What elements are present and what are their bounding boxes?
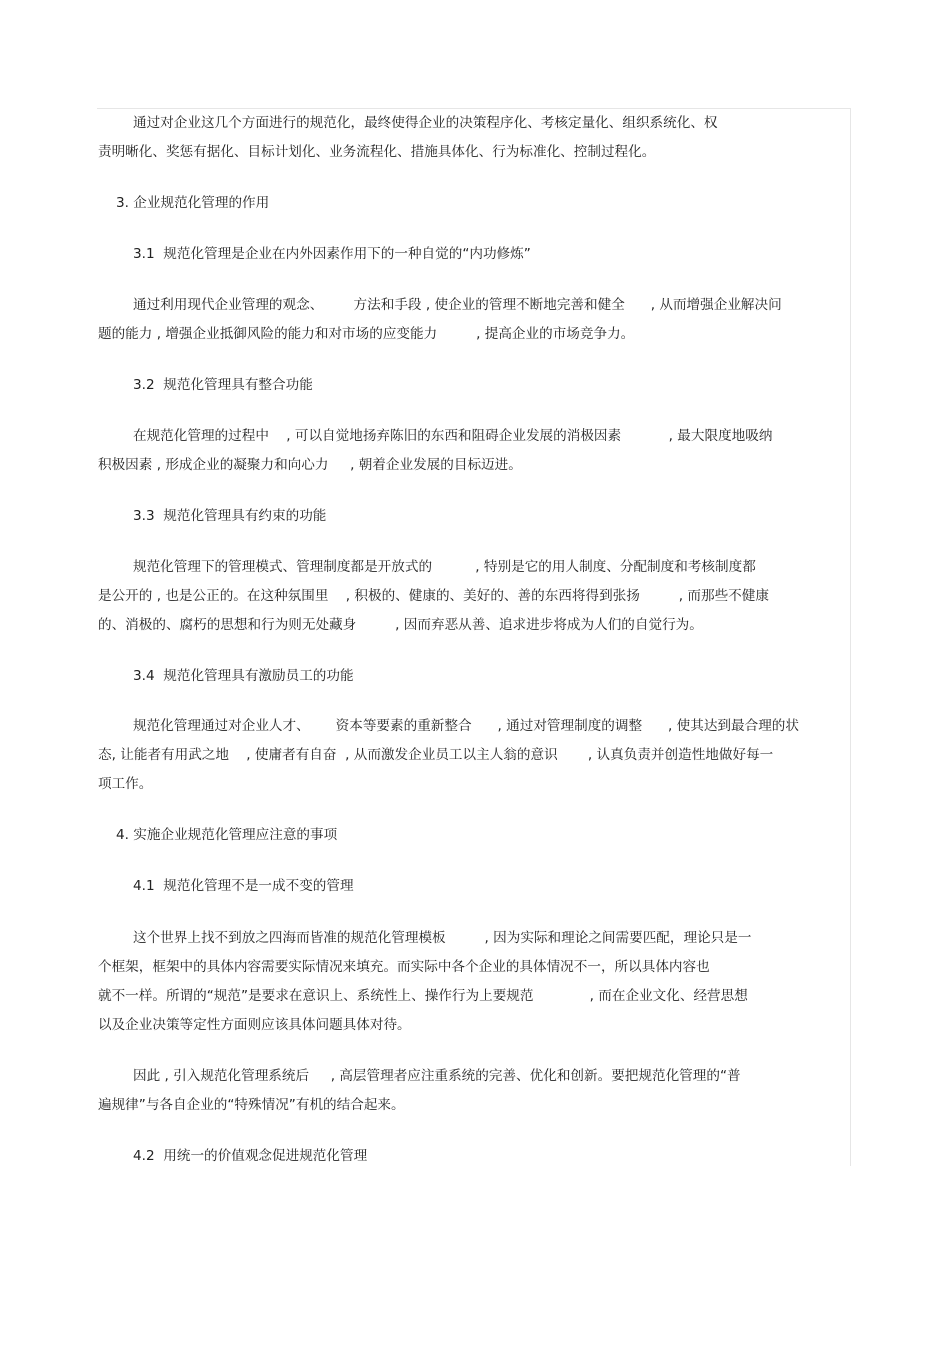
paragraph-line: 责明晰化、奖惩有据化、目标计划化、业务流程化、措施具体化、行为标准化、控制过程化。 [98,144,656,160]
paragraph-line: 遍规律”与各自企业的“特殊情况”有机的结合起来。 [98,1097,405,1113]
paragraph-line: 在规范化管理的过程中 , 可以自觉地扬弃陈旧的东西和阻碍企业发展的消极因素 , 最大限度地吸纳 [133,428,773,444]
content-frame [97,108,851,1166]
subsection-heading: 3.3 规范化管理具有约束的功能 [133,508,327,524]
paragraph-line: 规范化管理下的管理模式、管理制度都是开放式的 , 特别是它的用人制度、分配制度和考核制度都 [133,559,756,575]
subsection-heading: 3.4 规范化管理具有激励员工的功能 [133,668,354,684]
subsection-heading: 4.2 用统一的价值观念促进规范化管理 [133,1148,368,1164]
paragraph-line: 态, 让能者有用武之地 , 使庸者有自奋 , 从而激发企业员工以主人翁的意识 , 认真负责并创造性地做好每一 [98,747,774,763]
subsection-heading: 3.2 规范化管理具有整合功能 [133,377,313,393]
paragraph-line: 项工作。 [98,776,153,792]
paragraph-line: 这个世界上找不到放之四海而皆准的规范化管理模板 , 因为实际和理论之间需要匹配，理论只是一 [133,930,752,946]
paragraph-line: 积极因素 , 形成企业的凝聚力和向心力 , 朝着企业发展的目标迈进。 [98,457,522,473]
paragraph-line: 通过利用现代企业管理的观念、 方法和手段 , 使企业的管理不断地完善和健全 , 从而增强企业解决问 [133,297,782,313]
paragraph-line: 就不一样。所谓的“规范”是要求在意识上、系统性上、操作行为上要规范 , 而在企业文化、经营思想 [98,988,748,1004]
paragraph-line: 题的能力 , 增强企业抵御风险的能力和对市场的应变能力 , 提高企业的市场竞争力。 [98,326,635,342]
paragraph-line: 因此 , 引入规范化管理系统后 , 高层管理者应注重系统的完善、优化和创新。要把规范化管理的“普 [133,1068,741,1084]
paragraph-line: 以及企业决策等定性方面则应该具体问题具体对待。 [98,1017,411,1033]
subsection-heading: 3.1 规范化管理是企业在内外因素作用下的一种自觉的“内功修炼” [133,246,531,262]
section-heading: 4. 实施企业规范化管理应注意的事项 [116,827,338,843]
paragraph-line: 通过对企业这几个方面进行的规范化，最终使得企业的决策程序化、考核定量化、组织系统化、权 [133,115,718,131]
paragraph-line: 的、消极的、腐朽的思想和行为则无处藏身 , 因而弃恶从善、追求进步将成为人们的自觉行为。 [98,617,703,633]
paragraph-line: 个框架，框架中的具体内容需要实际情况来填充。而实际中各个企业的具体情况不一，所以具体内容也 [98,959,710,975]
paragraph-line: 是公开的 , 也是公正的。在这种氛围里 , 积极的、健康的、美好的、善的东西将得到张扬 , 而那些不健康 [98,588,769,604]
paragraph-line: 规范化管理通过对企业人才、 资本等要素的重新整合 , 通过对管理制度的调整 , 使其达到最合理的状 [133,718,799,734]
section-heading: 3. 企业规范化管理的作用 [116,195,270,211]
subsection-heading: 4.1 规范化管理不是一成不变的管理 [133,878,354,894]
